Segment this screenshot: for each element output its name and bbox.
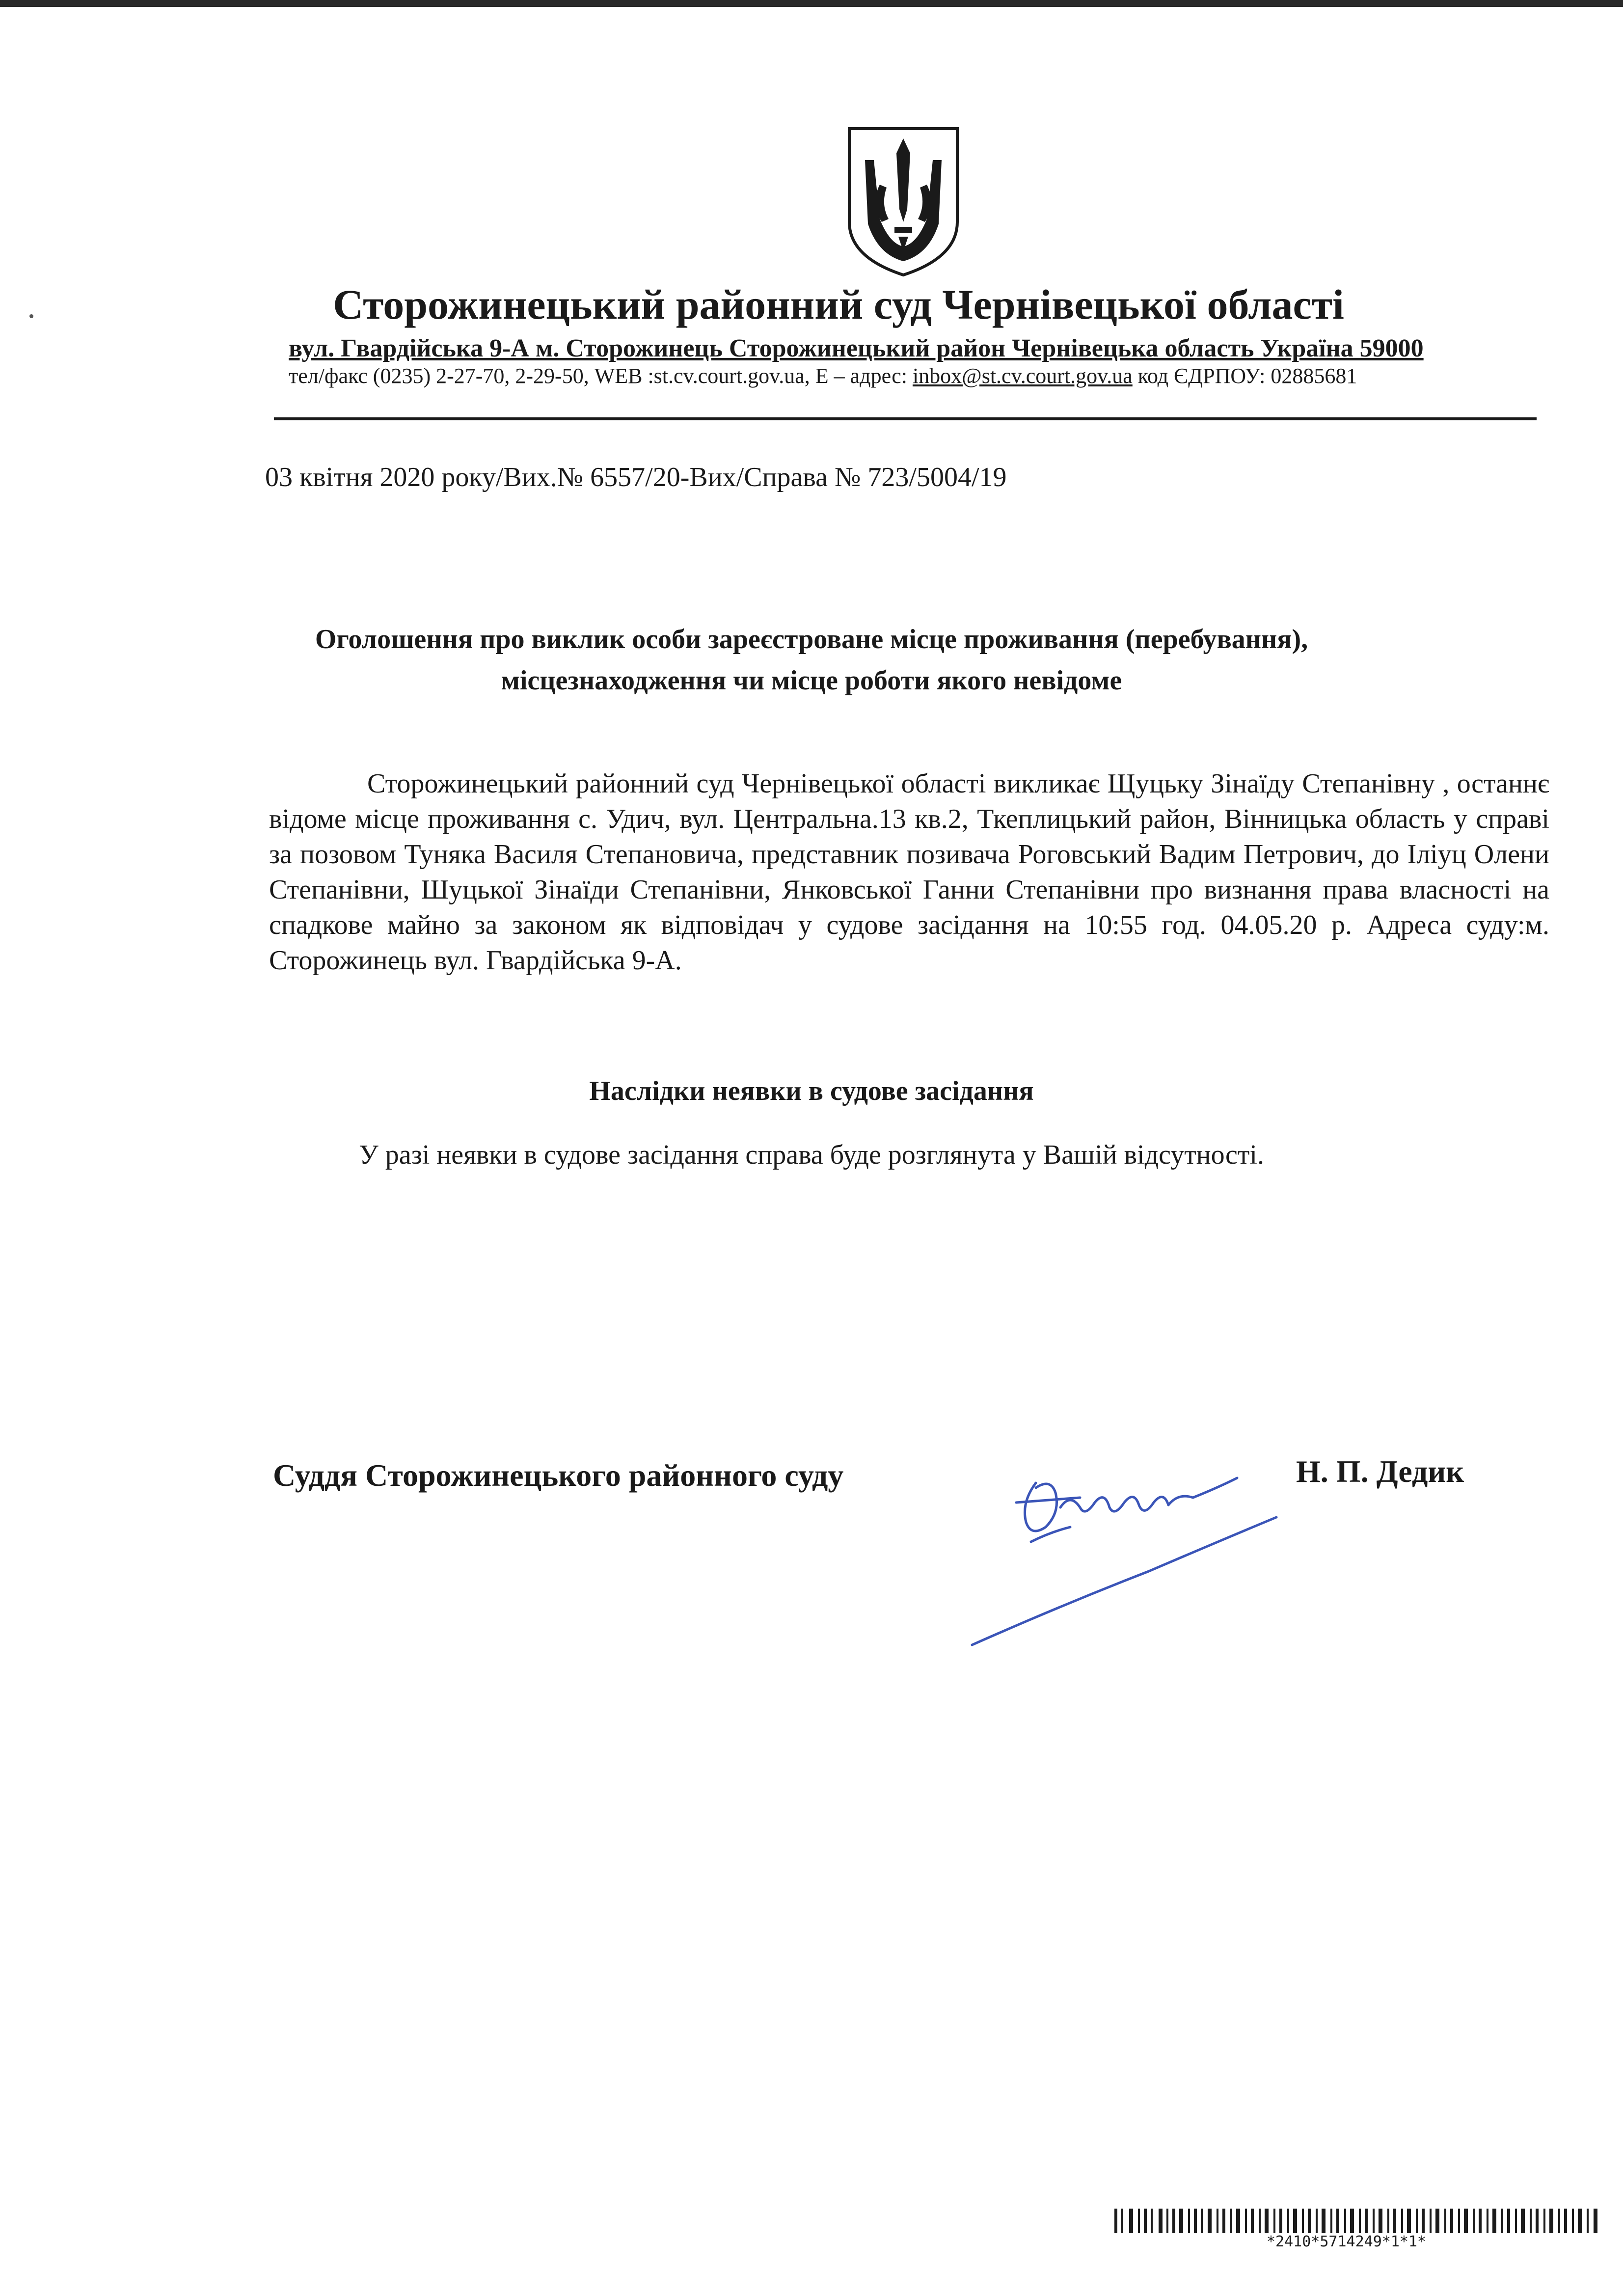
- email-link[interactable]: inbox@st.cv.court.gov.ua: [912, 364, 1133, 388]
- consequences-heading: Наслідки неявки в судове засідання: [589, 1076, 1034, 1106]
- contacts-prefix: тел/факс (0235) 2-27-70, 2-29-50, WEB :st.cv.court.gov.ua, E – адрес:: [289, 364, 913, 388]
- trident-emblem-icon: [845, 126, 961, 278]
- notice-body: Сторожинецький районний суд Чернівецької області викликає Щуцьку Зінаїду Степанівну , останнє відоме місце проживання с. Удич, вул. Центральна.13 кв.2, Ткеплицький район, Вінницька область у справі за позовом Туняка Василя Степановича, представник позивача Роговський Вадим Петрович, до Іліуц Олени Степанівни, Шуцької Зінаїди Степанівни, Янковської Ганни Степанівни про визнання права власності на спадкове майно за законом як відповідач у судове засідання на 10:55 год. 04.05.20 р. Адреса суду:м. Сторожинець вул. Гвардійська 9-А.: [269, 768, 1549, 976]
- court-address: вул. Гвардійська 9-А м. Сторожинець Сторожинецький район Чернівецька область Україна 59000: [289, 334, 1424, 362]
- consequences-text: У разі неявки в судове засідання справа буде розглянута у Вашій відсутності.: [359, 1140, 1264, 1170]
- judge-title: Суддя Сторожинецького районного суду: [273, 1458, 844, 1493]
- notice-title: [0, 619, 1623, 701]
- judge-name: Н. П. Дедик: [1296, 1454, 1464, 1489]
- barcode-number: *2410*5714249*1*1*: [1267, 2233, 1427, 2250]
- outgoing-reference: 03 квітня 2020 року/Вих.№ 6557/20-Вих/Справа № 723/5004/19: [265, 462, 1007, 492]
- contacts-suffix: код ЄДРПОУ: 02885681: [1132, 364, 1357, 388]
- header-divider: [274, 417, 1537, 420]
- court-name: Сторожинецький районний суд Чернівецької області: [333, 281, 1344, 328]
- notice-title-line-2: місцезнаходження чи місце роботи якого невідоме: [501, 665, 1122, 696]
- barcode: [1114, 2209, 1600, 2233]
- scan-top-edge: [0, 0, 1623, 7]
- notice-title-line-1: Оголошення про виклик особи зареєстроване місце проживання (перебування),: [315, 624, 1308, 655]
- court-contacts: [289, 363, 1526, 388]
- handwritten-signature: [962, 1444, 1306, 1650]
